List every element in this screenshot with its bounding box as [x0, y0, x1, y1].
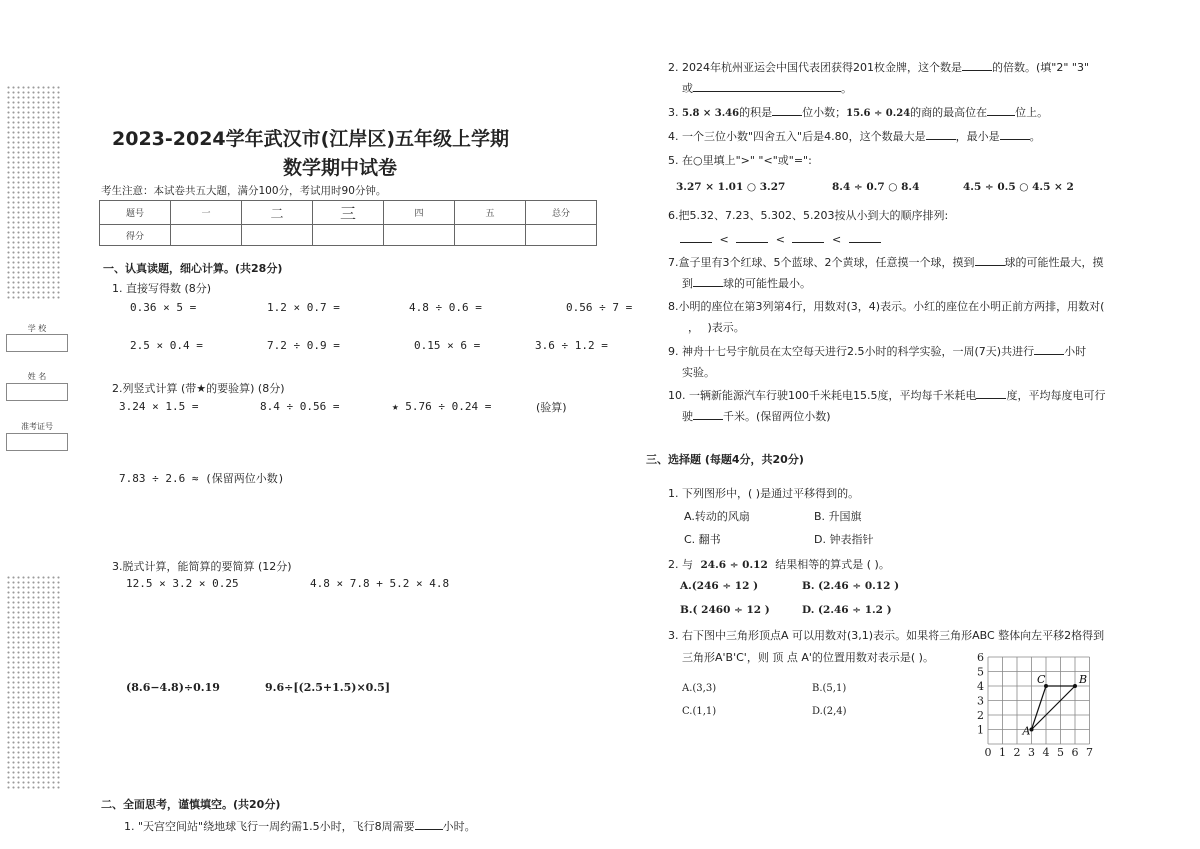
score-input-cell[interactable] — [171, 225, 242, 246]
fill-q7-text: 到 — [682, 277, 693, 290]
fill-q9-line2: 实验。 — [682, 366, 715, 379]
step-calc-item: 4.8 × 7.8 + 5.2 × 4.8 — [310, 577, 450, 590]
binding-pattern-bottom — [6, 575, 60, 790]
score-input-cell[interactable] — [313, 225, 384, 246]
fill-q3 — [668, 104, 1048, 120]
triangle-abc — [1032, 686, 1076, 730]
x-tick-label: 5 — [1057, 746, 1064, 759]
score-input-cell[interactable] — [526, 225, 597, 246]
fill-q1 — [124, 818, 476, 834]
answer-blank[interactable] — [976, 387, 1006, 399]
title-line-2: 数学期中试卷 — [283, 157, 398, 179]
fill-q4-text: 。 — [1029, 130, 1041, 143]
y-tick-label: 3 — [977, 694, 984, 708]
choice-q2-stem — [668, 556, 890, 572]
school-label: 学 校 — [27, 324, 47, 333]
binding-pattern-top — [6, 85, 60, 300]
choice-option[interactable]: B. 升国旗 — [814, 510, 862, 523]
compare-item: 8.4 ÷ 0.7 ○ 8.4 — [832, 181, 920, 193]
oral-calc-item: 4.8 ÷ 0.6 = — [409, 301, 482, 314]
vertical-calc-item: ★ 5.76 ÷ 0.24 = — [392, 400, 492, 413]
choice-q2-text: 结果相等的算式是 ( )。 — [775, 558, 890, 571]
step-calc-item: 12.5 × 3.2 × 0.25 — [126, 577, 239, 590]
fill-q7 — [668, 254, 1104, 270]
vertex-label: B — [1079, 673, 1088, 686]
y-tick-label: 4 — [977, 680, 984, 693]
fill-q3-text: 位小数； — [802, 106, 847, 119]
fill-q9-text: 9. 神舟十七号宇航员在太空每天进行2.5小时的科学实验，一周(7天)共进行 — [668, 345, 1035, 358]
answer-blank[interactable] — [693, 275, 723, 287]
x-tick-label: 3 — [1028, 746, 1035, 759]
choice-option[interactable]: D. (2.46 ÷ 1.2 ) — [802, 604, 892, 616]
answer-blank[interactable] — [772, 104, 802, 116]
fill-q2-or: 或 — [682, 82, 693, 95]
score-cell: 一 — [171, 201, 242, 225]
answer-blank[interactable] — [975, 254, 1005, 266]
fill-q10-text: 千米。(保留两位小数) — [723, 410, 831, 423]
fill-q1-unit: 小时。 — [442, 820, 476, 833]
answer-blank[interactable] — [693, 408, 723, 420]
answer-blank[interactable] — [680, 231, 712, 243]
score-cell: 五 — [455, 201, 526, 225]
x-tick-label: 6 — [1071, 746, 1079, 759]
score-cell: 总分 — [526, 201, 597, 225]
answer-blank[interactable] — [415, 818, 443, 830]
fill-q2-text: 2. 2024年杭州亚运会中国代表团获得201枚金牌，这个数是 — [668, 61, 962, 74]
choice-q3-line1: 3. 右下图中三角形顶点A 可以用数对(3,1)表示。如果将三角形ABC 整体向左平移2格得到 — [668, 629, 1105, 642]
fill-q6-text: 6.把5.32、7.23、5.302、5.203按从小到大的顺序排列: — [668, 209, 949, 222]
score-input-cell[interactable] — [384, 225, 455, 246]
fill-q8-close: )表示。 — [707, 321, 745, 334]
score-cell: 四 — [384, 201, 455, 225]
y-tick-label: 5 — [977, 665, 984, 679]
x-tick-label: 7 — [1086, 746, 1093, 759]
x-tick-label: 0 — [984, 746, 992, 759]
fill-q9-text: 小时 — [1064, 345, 1087, 358]
vertical-calc-item: 8.4 ÷ 0.56 = — [260, 400, 340, 413]
choice-option[interactable]: D.(2,4) — [812, 706, 847, 717]
less-than: < — [775, 233, 785, 246]
x-tick-label: 2 — [1013, 746, 1021, 759]
x-tick-label: 1 — [999, 746, 1006, 759]
score-cell: 题号 — [100, 201, 171, 225]
vertical-calc-item: 3.24 × 1.5 = — [119, 400, 199, 413]
oral-calc-item: 2.5 × 0.4 = — [130, 339, 203, 352]
fill-q3-expr: 15.6 ÷ 0.24 — [846, 108, 911, 119]
name-label: 姓 名 — [27, 372, 47, 381]
exam-id-field[interactable] — [6, 433, 68, 451]
compare-item: 4.5 ÷ 0.5 ○ 4.5 × 2 — [963, 181, 1074, 193]
choice-option[interactable]: B.(5,1) — [812, 683, 847, 694]
fill-q2-end: 。 — [841, 82, 852, 95]
x-tick-label: 4 — [1042, 746, 1050, 759]
score-input-cell[interactable] — [455, 225, 526, 246]
oral-calc-item: 0.56 ÷ 7 = — [566, 301, 633, 314]
score-input-cell[interactable] — [242, 225, 313, 246]
fill-q3-text: 的商的最高位在 — [910, 106, 988, 119]
fill-q2-line2 — [682, 80, 852, 96]
fill-q8-line2 — [688, 319, 745, 335]
fill-q7-text: 7.盒子里有3个红球、5个蓝球、2个黄球，任意摸一个球，摸到 — [668, 256, 975, 269]
step-calc-item: (8.6−4.8)÷0.19 — [126, 681, 220, 694]
compare-item: 3.27 × 1.01 ○ 3.27 — [676, 181, 786, 193]
oral-calc-item: 0.36 × 5 = — [130, 301, 197, 314]
answer-blank[interactable] — [987, 104, 1015, 116]
less-than: < — [831, 233, 842, 246]
oral-calc-item: 1.2 × 0.7 = — [267, 301, 340, 314]
fill-q10 — [668, 387, 1105, 403]
fill-q8-comma: ， — [688, 321, 694, 334]
fill-q4 — [668, 128, 1041, 144]
oral-calc-item: 0.15 × 6 = — [414, 339, 481, 352]
answer-blank[interactable] — [849, 231, 881, 243]
fill-q10-text: 10. 一辆新能源汽车行驶100千米耗电15.5度，平均每千米耗电 — [668, 389, 977, 402]
fill-q10-text: 度，平均每度电可行 — [1006, 389, 1106, 402]
choice-option[interactable]: A.(3,3) — [682, 683, 717, 694]
answer-blank[interactable] — [693, 80, 841, 92]
fill-q7-text: 球的可能性最小。 — [723, 277, 811, 290]
answer-blank[interactable] — [1000, 128, 1030, 140]
section1-heading: 一、认真读题，细心计算。(共28分) — [103, 262, 283, 275]
fill-q9 — [668, 343, 1086, 359]
exam-notice: 考生注意：本试卷共五大题，满分100分，考试用时90分钟。 — [101, 185, 387, 197]
score-table-header-row — [100, 201, 597, 225]
name-field[interactable] — [6, 383, 68, 401]
fill-q8-text: 8.小明的座位在第3列第4行，用数对(3，4)表示。小红的座位在小明正前方两排，用数对( — [668, 300, 1105, 313]
oral-calc-item: 3.6 ÷ 1.2 = — [535, 339, 608, 352]
y-tick-label: 2 — [977, 709, 984, 722]
score-cell: 二 — [242, 201, 313, 225]
fill-q10-text: 驶 — [682, 410, 693, 423]
answer-blank[interactable] — [926, 128, 956, 140]
section1-part2-heading: 2.列竖式计算 (带★的要验算) (8分) — [112, 382, 285, 395]
title-line-1: 2023-2024学年武汉市(江岸区)五年级上学期 — [112, 128, 510, 150]
section1-part3-heading: 3.脱式计算，能简算的要简算 (12分) — [112, 560, 292, 573]
score-row-label: 得分 — [100, 225, 171, 246]
choice-option[interactable]: D. 钟表指针 — [814, 533, 874, 546]
answer-blank[interactable] — [736, 231, 768, 243]
answer-blank[interactable] — [962, 59, 992, 71]
y-tick-label: 6 — [977, 651, 984, 664]
fill-q10-line2 — [682, 408, 831, 424]
vertex-label: C — [1037, 673, 1046, 686]
fill-q3-text: 位上。 — [1015, 106, 1049, 119]
fill-q4-text: ，最小是 — [955, 130, 1000, 143]
choice-q3-line2: 三角形A'B'C'，则 顶 点 A'的位置用数对表示是( )。 — [682, 651, 934, 664]
fill-q3-num: 3. — [668, 106, 679, 119]
score-table — [99, 200, 597, 246]
fill-q2-text: 的倍数。(填"2" "3" — [991, 61, 1090, 74]
answer-blank[interactable] — [792, 231, 824, 243]
fill-q4-text: 4. 一个三位小数"四舍五入"后是4.80，这个数最大是 — [668, 130, 926, 143]
fill-q2 — [668, 59, 1089, 75]
order-blanks — [680, 231, 881, 246]
fill-q7-line2 — [682, 275, 811, 291]
fill-q7-text: 球的可能性最大，摸 — [1004, 256, 1104, 269]
fill-q1-text: 1. "天宫空间站"绕地球飞行一周约需1.5小时，飞行8周需要 — [124, 820, 415, 833]
choice-q1-stem: 1. 下列图形中，( )是通过平移得到的。 — [668, 487, 860, 500]
score-table-score-row — [100, 225, 597, 246]
triangle-grid-figure — [972, 650, 1102, 762]
choice-q2-text: 2. 与 — [668, 558, 693, 571]
choice-option[interactable]: C. 翻书 — [684, 533, 721, 546]
verify-label: (验算) — [536, 401, 567, 414]
triangle-vertex — [1073, 684, 1077, 688]
score-cell: 三 — [313, 201, 384, 225]
choice-q2-expr: 24.6 ÷ 0.12 — [700, 559, 768, 571]
answer-blank[interactable] — [1034, 343, 1064, 355]
step-calc-item: 9.6÷[(2.5+1.5)×0.5] — [265, 681, 391, 694]
fill-q3-text: 的积是 — [739, 106, 773, 119]
choice-option[interactable]: A.转动的风扇 — [684, 510, 750, 523]
section1-part1-heading: 1. 直接写得数 (8分) — [112, 282, 212, 295]
oral-calc-item: 7.2 ÷ 0.9 = — [267, 339, 340, 352]
choice-option[interactable]: C.(1,1) — [682, 706, 717, 717]
school-field[interactable] — [6, 334, 68, 352]
choice-option[interactable]: B. (2.46 ÷ 0.12 ) — [802, 580, 900, 592]
fill-q3-expr: 5.8 × 3.46 — [682, 108, 740, 119]
less-than: < — [719, 233, 729, 246]
choice-option[interactable]: B.( 2460 ÷ 12 ) — [680, 604, 770, 616]
fill-q5-text: 5. 在○里填上">" "<"或"=": — [668, 154, 812, 167]
y-tick-label: 1 — [977, 723, 984, 737]
vertical-calc-item: 7.83 ÷ 2.6 ≈ (保留两位小数) — [119, 472, 285, 485]
section2-heading: 二、全面思考，谨慎填空。(共20分) — [101, 798, 281, 811]
choice-option[interactable]: A.(246 ÷ 12 ) — [680, 580, 759, 592]
exam-id-label: 准考证号 — [21, 422, 53, 431]
vertex-label: A — [1022, 724, 1031, 738]
section3-heading: 三、选择题 (每题4分，共20分) — [646, 453, 804, 466]
